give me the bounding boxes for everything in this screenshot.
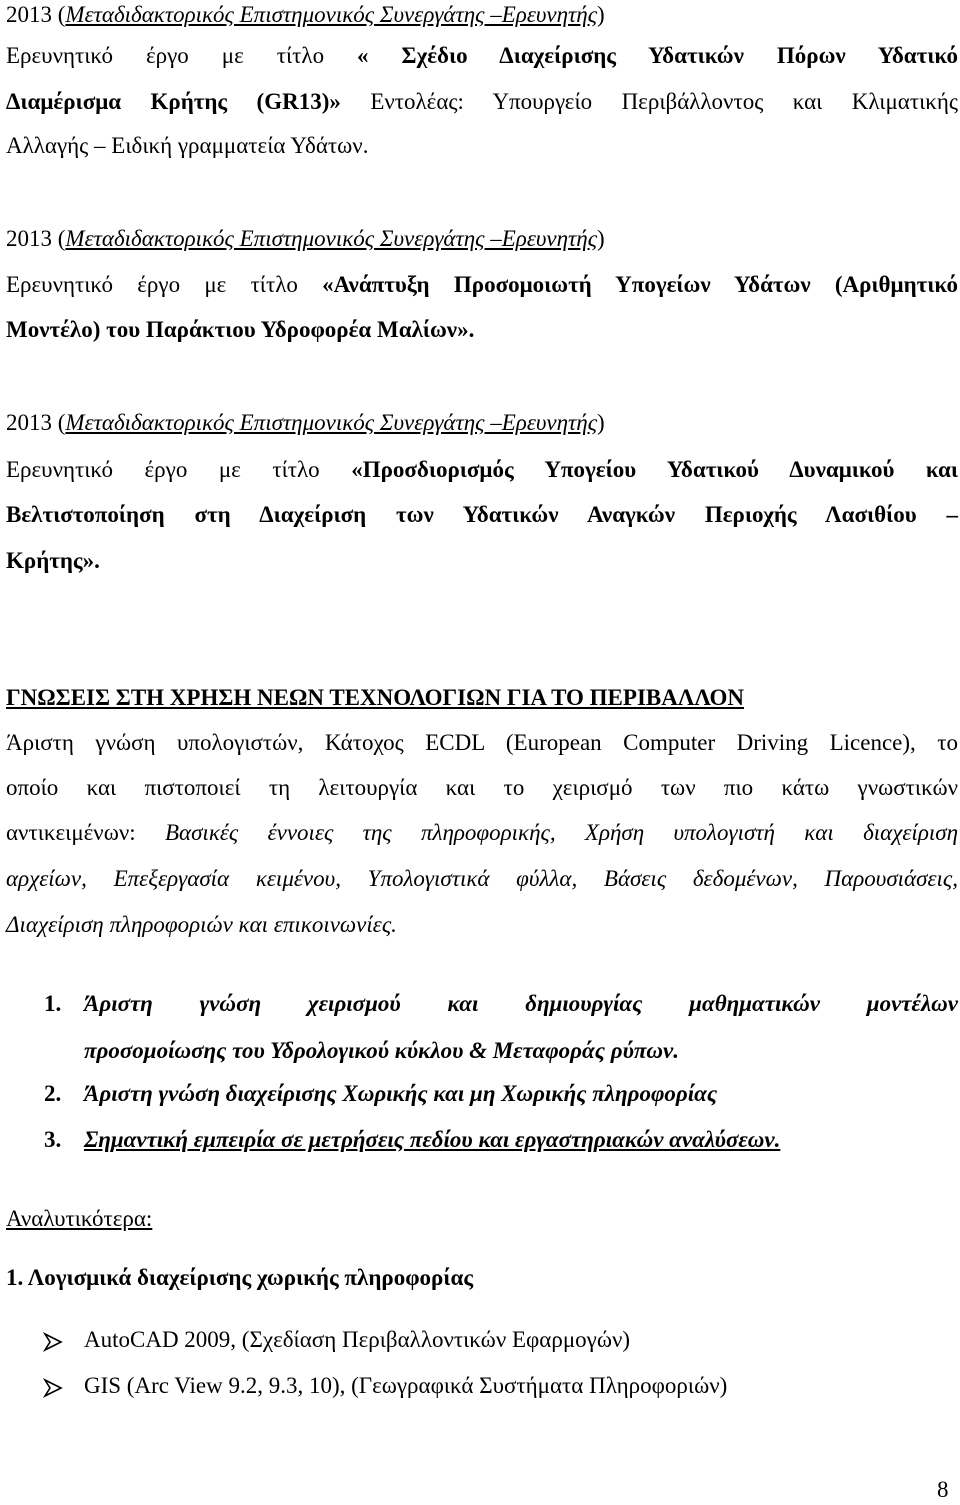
project-3-year: 2013 <box>6 410 52 435</box>
arrowhead-bullet-icon <box>42 1325 64 1355</box>
project-1-year: 2013 <box>6 2 52 27</box>
page-number: 8 <box>937 1477 949 1502</box>
project-2-line-2: Μοντέλο) του Παράκτιου Υδροφορέα Μαλίων». <box>6 317 475 342</box>
skills-line-2: οποίο και πιστοποιεί τη λειτουργία και το χειρισμό των πιο κάτω γνωστικών <box>6 775 958 800</box>
project-2-header: 2013 (Μεταδιδακτορικός Επιστημονικός Συνεργάτης –Ερευνητής) <box>6 226 605 251</box>
project-1-line-1: Ερευνητικό έργο με τίτλο « Σχέδιο Διαχείρισης Υδατικών Πόρων Υδατικό <box>6 43 958 68</box>
project-3-line-3: Κρήτης». <box>6 548 100 573</box>
list-item-1-line-1: Άριστη γνώση χειρισμού και δημιουργίας μαθηματικών μοντέλων <box>84 991 958 1016</box>
detailed-label: Αναλυτικότερα: <box>6 1206 153 1231</box>
project-2-year: 2013 <box>6 226 52 251</box>
bullet-item-2: GIS (Arc View 9.2, 9.3, 10), (Γεωγραφικά Συστήματα Πληροφοριών) <box>84 1373 728 1398</box>
project-2-role: Μεταδιδακτορικός Επιστημονικός Συνεργάτης –Ερευνητής <box>65 226 598 251</box>
skills-heading: ΓΝΩΣΕΙΣ ΣΤΗ ΧΡΗΣΗ ΝΕΩΝ ΤΕΧΝΟΛΟΓΙΩΝ ΓΙΑ ΤΟ ΠΕΡΙΒΑΛΛΟΝ <box>6 685 744 710</box>
list-item-3-number: 3. <box>44 1127 62 1152</box>
project-1-line-3: Αλλαγής – Ειδική γραμματεία Υδάτων. <box>6 133 369 158</box>
project-1-line-2: Διαμέρισμα Κρήτης (GR13)» Εντολέας: Υπουργείο Περιβάλλοντος και Κλιματικής <box>6 89 958 114</box>
list-item-2-number: 2. <box>44 1081 62 1106</box>
bullet-item-1: AutoCAD 2009, (Σχεδίαση Περιβαλλοντικών Εφαρμογών) <box>84 1327 631 1352</box>
project-3-line-2: Βελτιστοποίηση στη Διαχείριση των Υδατικών Αναγκών Περιοχής Λασιθίου – <box>6 502 958 527</box>
project-3-header: 2013 (Μεταδιδακτορικός Επιστημονικός Συνεργάτης –Ερευνητής) <box>6 410 605 435</box>
arrowhead-bullet-icon <box>42 1371 64 1401</box>
skills-line-5: Διαχείριση πληροφοριών και επικοινωνίες. <box>6 912 397 937</box>
list-item-3-line-1: Σημαντική εμπειρία σε μετρήσεις πεδίου και εργαστηριακών αναλύσεων. <box>84 1127 781 1152</box>
list-item-1-number: 1. <box>44 991 62 1016</box>
list-item-1-line-2: προσομοίωσης του Υδρολογικού κύκλου & Μεταφοράς ρύπων. <box>84 1038 680 1063</box>
project-1-header: 2013 (Μεταδιδακτορικός Επιστημονικός Συνεργάτης –Ερευνητής) <box>6 2 605 27</box>
project-3-role: Μεταδιδακτορικός Επιστημονικός Συνεργάτης –Ερευνητής <box>65 410 598 435</box>
list-item-2-line-1: Άριστη γνώση διαχείρισης Χωρικής και μη Χωρικής πληροφορίας <box>84 1081 718 1106</box>
skills-line-4: αρχείων, Επεξεργασία κειμένου, Υπολογιστικά φύλλα, Βάσεις δεδομένων, Παρουσιάσεις, <box>6 866 958 891</box>
skills-line-1: Άριστη γνώση υπολογιστών, Κάτοχος ECDL (European Computer Driving Licence), το <box>6 730 958 755</box>
project-3-line-1: Ερευνητικό έργο με τίτλο «Προσδιορισμός Υπογείου Υδατικού Δυναμικού και <box>6 457 958 482</box>
skills-line-3: αντικειμένων: Βασικές έννοιες της πληροφορικής, Χρήση υπολογιστή και διαχείριση <box>6 820 959 845</box>
project-1-role: Μεταδιδακτορικός Επιστημονικός Συνεργάτης –Ερευνητής <box>65 2 598 27</box>
project-2-line-1: Ερευνητικό έργο με τίτλο «Ανάπτυξη Προσομοιωτή Υπογείων Υδάτων (Αριθμητικό <box>6 272 958 297</box>
detailed-section-title: 1. Λογισμικά διαχείρισης χωρικής πληροφορίας <box>6 1265 474 1290</box>
